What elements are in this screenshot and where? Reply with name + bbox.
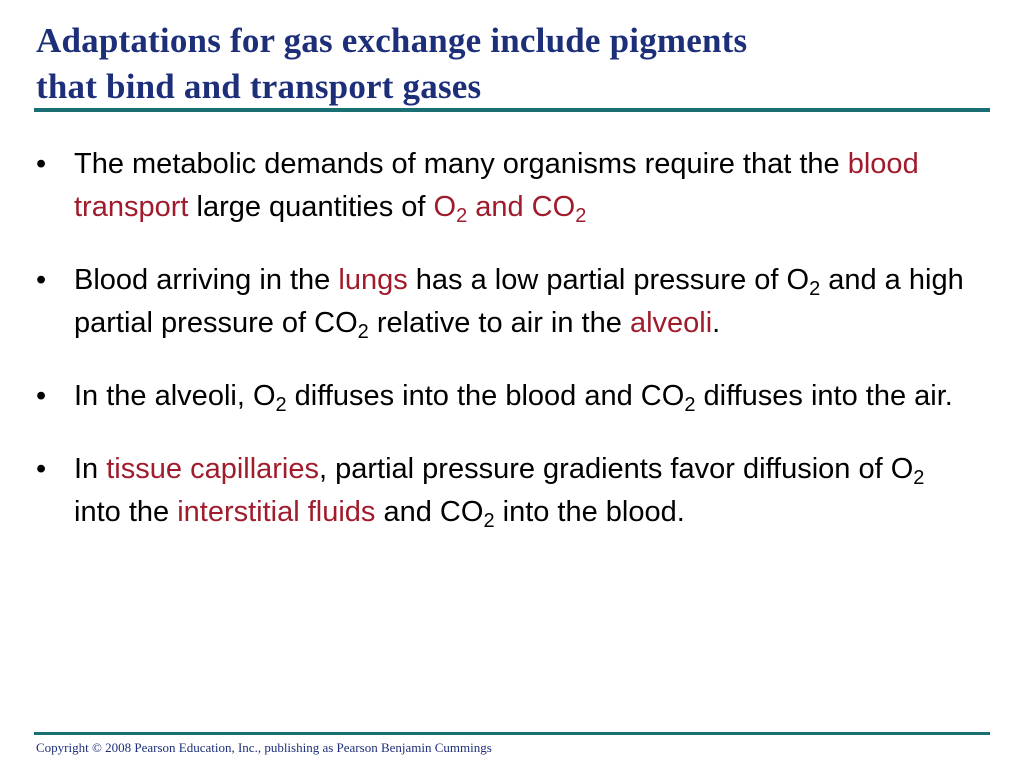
text-segment: In the alveoli, O bbox=[74, 380, 276, 412]
highlighted-term: tissue capillaries bbox=[106, 453, 320, 485]
text-segment: and a high partial pressure of CO bbox=[74, 264, 964, 339]
highlighted-term: alveoli bbox=[629, 307, 713, 339]
bullet-item bbox=[36, 448, 976, 534]
bullet-marker: • bbox=[36, 380, 47, 412]
title-divider bbox=[34, 108, 990, 112]
bullet-item bbox=[36, 143, 976, 229]
highlighted-term: O bbox=[433, 191, 457, 223]
subscript: 2 bbox=[357, 321, 369, 343]
bullet-text bbox=[74, 148, 919, 227]
subscript: 2 bbox=[456, 205, 468, 227]
text-segment: . bbox=[712, 307, 721, 339]
footer-divider bbox=[34, 732, 990, 735]
subscript: 2 bbox=[684, 394, 696, 416]
bullet-item bbox=[36, 375, 976, 418]
highlighted-term: interstitial fluids bbox=[177, 496, 376, 528]
text-segment: large quantities of bbox=[188, 191, 434, 223]
slide-title-line-1: Adaptations for gas exchange include pigments bbox=[36, 21, 748, 60]
slide-title-line-2: that bind and transport gases bbox=[36, 67, 482, 106]
text-segment: diffuses into the air. bbox=[695, 380, 953, 412]
text-segment: relative to air in the bbox=[368, 307, 630, 339]
text-segment: The metabolic demands of many organisms require that the bbox=[74, 148, 848, 180]
bullet-list bbox=[36, 143, 976, 564]
subscript: 2 bbox=[483, 510, 495, 532]
subscript: 2 bbox=[575, 205, 587, 227]
text-segment: into the blood. bbox=[494, 496, 685, 528]
slide-title bbox=[36, 18, 976, 110]
text-segment: and CO bbox=[375, 496, 484, 528]
highlighted-term: and CO bbox=[467, 191, 576, 223]
subscript: 2 bbox=[913, 467, 925, 489]
bullet-text bbox=[74, 453, 925, 532]
bullet-text bbox=[74, 380, 953, 416]
bullet-marker: • bbox=[36, 264, 47, 296]
bullet-item bbox=[36, 259, 976, 345]
subscript: 2 bbox=[275, 394, 287, 416]
bullet-marker: • bbox=[36, 453, 47, 485]
highlighted-term: lungs bbox=[338, 264, 408, 296]
text-segment: Blood arriving in the bbox=[74, 264, 339, 296]
text-segment: , partial pressure gradients favor diffusion of O bbox=[319, 453, 914, 485]
subscript: 2 bbox=[809, 278, 821, 300]
highlighted-term: blood transport bbox=[74, 148, 919, 223]
text-segment: has a low partial pressure of O bbox=[407, 264, 810, 296]
text-segment: diffuses into the blood and CO bbox=[286, 380, 685, 412]
bullet-text bbox=[74, 264, 964, 343]
bullet-marker: • bbox=[36, 148, 47, 180]
text-segment: In bbox=[74, 453, 107, 485]
copyright-footer: Copyright © 2008 Pearson Education, Inc., publishing as Pearson Benjamin Cummings bbox=[36, 740, 492, 755]
text-segment: into the bbox=[74, 496, 178, 528]
